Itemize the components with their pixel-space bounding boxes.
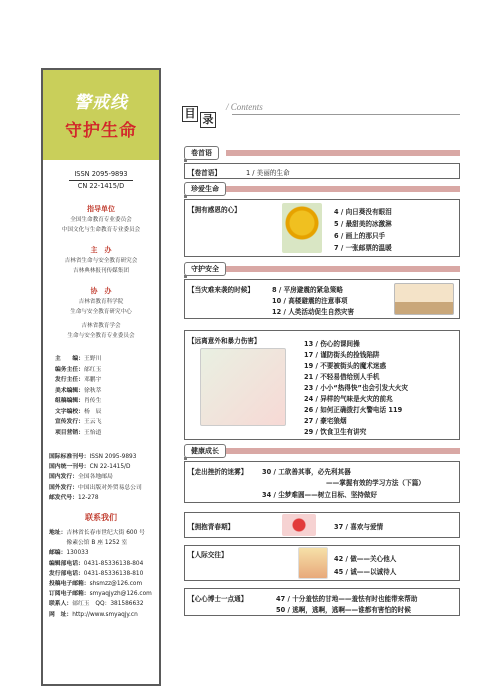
group-label: 【当灾难来袭的时候】: [188, 286, 254, 294]
contact-row: 网 址：http://www.smyaqjy.cn: [49, 611, 138, 618]
toc-heading-lu: 录: [200, 112, 216, 128]
section-bar: [226, 266, 460, 272]
toc-entry[interactable]: 47 / 十分羞怯的甘地——羞怯有时也能带来帮助: [276, 595, 418, 603]
guidance-title: 指导单位: [87, 205, 115, 213]
earthquake-illustration: [394, 283, 454, 315]
toc-entry[interactable]: 8 / 平房避震的紧急策略: [272, 286, 343, 294]
section-bar: [226, 448, 460, 454]
contact-title: 联系我们: [85, 513, 117, 522]
sponsor-line: 吉林省生命与安全教育研究会: [64, 258, 138, 264]
staff-row: 宣传发行：王云飞: [55, 419, 102, 425]
contact-info: [49, 528, 161, 620]
pub-info-row: 国际标准刊号：ISSN 2095-9893: [49, 454, 137, 460]
pub-info-row: 国内统一刊号：CN 22-1415/D: [49, 464, 131, 471]
contact-row: 地址：吉林省长春市世纪大街 600 号: [49, 530, 145, 536]
contact-row: 投稿电子邮箱：shsmzz@126.com: [49, 581, 143, 588]
contact-row: 联系人：邰红玉 QQ：381586632: [49, 601, 144, 608]
toc-entry[interactable]: 45 / 诚——以诚待人: [334, 568, 397, 576]
contact-row: 订阅电子邮箱：smyaqjyzh@126.com: [49, 591, 152, 598]
toc-entry[interactable]: 13 / 伤心的课间操: [304, 340, 360, 348]
section-tab[interactable]: 健康成长: [184, 444, 226, 458]
safety-cartoon-illustration: [200, 348, 286, 426]
sponsor-title: 主 办: [90, 246, 112, 254]
toc-entry[interactable]: 12 / 人类活动促生自然灾害: [272, 308, 355, 316]
co-sponsor-line: 吉林省教育学会: [81, 323, 121, 329]
toc-entry[interactable]: 5 / 最甜美的冰激淋: [334, 220, 392, 228]
toc-entry[interactable]: 42 / 做——关心他人: [334, 555, 397, 563]
co-sponsor-line: 生命与安全教育研究中心: [70, 309, 132, 315]
co-sponsor-line: 吉林省教育科学院: [78, 299, 124, 305]
section-tab[interactable]: 卷首语: [184, 146, 219, 160]
toc-entry[interactable]: 23 / 小小“热得快”也会引发大火灾: [304, 384, 408, 392]
staff-row: 文字编校：杨 辰: [55, 408, 102, 415]
co-sponsor-title: 协 办: [90, 287, 112, 295]
contents-label: / Contents: [226, 102, 263, 112]
issn-text: ISSN 2095-9893: [74, 170, 128, 178]
publication-info: [49, 452, 161, 503]
pub-info-row: 国外发行：中国出版对外贸易总公司: [49, 484, 142, 491]
group-label: 【人际交往】: [188, 551, 228, 559]
staff-row: 美术编辑：徐秋萃: [55, 387, 102, 394]
contact-row: 邮编：130033: [49, 550, 89, 557]
banner-subtitle: 守护生命: [65, 121, 137, 141]
people-illustration: [298, 547, 328, 579]
masthead-banner: [43, 70, 159, 160]
contact-row: 像素公馆 B 座 1252 室: [49, 540, 128, 547]
toc-entry[interactable]: 27 / 豪宅狼烟: [304, 417, 347, 425]
section-tab[interactable]: 珍爱生命: [184, 182, 226, 196]
toc-entry-subtitle: ——掌握有效的学习方法（下篇）: [326, 479, 425, 487]
group-label: 【拥有感恩的心】: [188, 206, 241, 214]
header-rule: [232, 114, 460, 115]
toc-entry[interactable]: 34 / 尘梦难圆——树立目标、坚持做好: [262, 491, 378, 499]
heart-illustration: [282, 514, 316, 536]
staff-row: 主 编：王野川: [55, 356, 102, 362]
toc-entry[interactable]: 1 / 美丽的生命: [246, 169, 290, 177]
contact-row: 发行部电话：0431-85336138-810: [49, 570, 144, 577]
toc-entry[interactable]: 50 / 逃啊，逃啊，逃啊——谁都有害怕的时候: [276, 606, 411, 614]
toc-entry[interactable]: 17 / 谨防街头的捡钱陷阱: [304, 351, 380, 359]
cn-text: CN 22-1415/D: [77, 182, 125, 190]
toc-entry[interactable]: 19 / 不要被街头的魔术迷惑: [304, 362, 387, 370]
contact-row: 编辑部电话：0431-85336138-804: [49, 560, 144, 567]
banner-title: 警戒线: [74, 93, 128, 113]
group-label: 【卷首语】: [188, 169, 221, 177]
staff-row: 发行主任：邓鹏宇: [55, 377, 102, 383]
issn-divider: [69, 180, 133, 181]
guidance-line: 全国生命教育专业委员会: [70, 217, 132, 223]
section-bar: [226, 150, 460, 156]
staff-row: 组稿编辑：肖传生: [55, 398, 102, 404]
toc-entry[interactable]: 4 / 向日葵没有眼泪: [334, 208, 392, 216]
group-label: 【走出挫折的迷雾】: [188, 468, 248, 476]
sunflower-illustration: [282, 203, 322, 253]
toc-entry[interactable]: 30 / 工欲善其事，必先利其器: [262, 468, 351, 476]
group-label: 【拥抱青春期】: [188, 523, 235, 531]
toc-entry[interactable]: 6 / 画上的那只手: [334, 232, 386, 240]
section-bar: [226, 186, 460, 192]
staff-row: 编务主任：邰红玉: [55, 366, 102, 373]
toc-entry[interactable]: 10 / 高楼避震的注意事项: [272, 297, 348, 305]
toc-entry[interactable]: 21 / 不轻易借给别人手机: [304, 373, 380, 381]
pub-info-row: 邮发代号：12-278: [49, 494, 99, 501]
toc-entry[interactable]: 24 / 异样的气味是火灾的前兆: [304, 395, 393, 403]
co-sponsor-line: 生命与安全教育专业委员会: [67, 333, 135, 339]
group-label: 【心心博士一点通】: [188, 595, 248, 603]
toc-entry[interactable]: 29 / 饮食卫生有讲究: [304, 428, 367, 436]
group-box: [184, 163, 460, 179]
sponsor-line: 吉林典林报刊传媒集团: [73, 268, 129, 274]
toc-entry[interactable]: 26 / 如何正确拨打火警电话 119: [304, 406, 403, 414]
staff-list: [55, 354, 101, 438]
pub-info-row: 国内发行：全国各地邮局: [49, 474, 113, 481]
section-tab[interactable]: 守护安全: [184, 262, 226, 276]
toc-heading-mu: 目: [182, 106, 198, 122]
toc-entry[interactable]: 7 / 一张邮票的温暖: [334, 244, 392, 252]
masthead-panel: [41, 68, 161, 686]
staff-row: 项目营销：王怡道: [55, 429, 102, 436]
group-label: 【远离意外和暴力伤害】: [188, 337, 261, 345]
toc-entry[interactable]: 37 / 喜欢与爱情: [334, 523, 384, 531]
guidance-line: 中国文化与生命教育专业委员会: [61, 227, 141, 233]
